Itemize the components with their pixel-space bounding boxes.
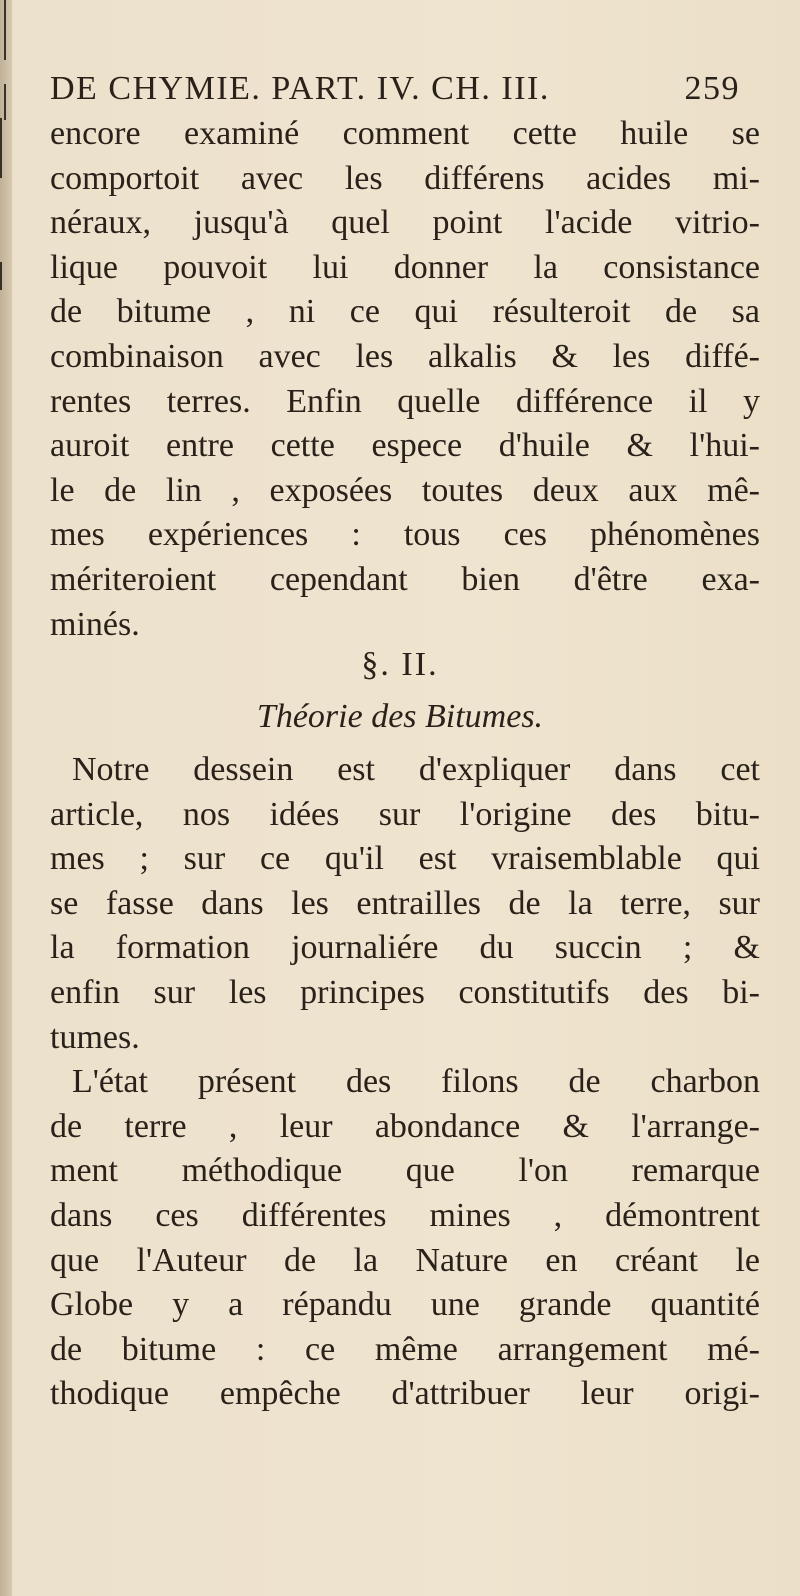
text-line: mes ; sur ce qu'il est vraisemblable qui bbox=[50, 840, 760, 878]
text-line: Notre dessein est d'expliquer dans cet bbox=[72, 751, 760, 788]
section-title: Théorie des Bitumes. bbox=[256, 698, 544, 735]
running-head bbox=[50, 70, 750, 116]
text-line: ment méthodique que l'on remarque bbox=[50, 1152, 760, 1190]
text-line: lique pouvoit lui donner la consistance bbox=[50, 248, 760, 286]
page-edge-mark bbox=[4, 0, 6, 60]
text-line: la formation journaliére du succin ; & bbox=[50, 929, 760, 967]
page-edge-mark bbox=[4, 84, 6, 120]
text-line: que l'Auteur de la Nature en créant le bbox=[50, 1241, 760, 1279]
text-line: de bitume : ce même arrangement mé- bbox=[50, 1330, 760, 1368]
text-line: L'état présent des filons de charbon bbox=[72, 1063, 760, 1101]
text-line: mes expériences : tous ces phénomènes bbox=[50, 516, 760, 554]
text-line: mériteroient cependant bien d'être exa- bbox=[50, 560, 760, 598]
text-line: minés. bbox=[50, 605, 140, 643]
section-body bbox=[50, 748, 760, 1417]
text-line: de bitume , ni ce qui résulteroit de sa bbox=[50, 293, 760, 331]
text-line: enfin sur les principes constitutifs des bi- bbox=[50, 973, 760, 1011]
page-number: 259 bbox=[684, 70, 740, 107]
text-line: thodique empêche d'attribuer leur origi- bbox=[50, 1375, 760, 1413]
text-line: combinaison avec les alkalis & les diffé- bbox=[50, 337, 760, 375]
page-edge-mark bbox=[0, 262, 2, 290]
text-line: auroit entre cette espece d'huile & l'hui- bbox=[50, 427, 760, 465]
text-line: néraux, jusqu'à quel point l'acide vitrio- bbox=[50, 204, 760, 242]
section-number: §. II. bbox=[361, 646, 439, 683]
text-line: dans ces différentes mines , démontrent bbox=[50, 1196, 760, 1234]
text-line: se fasse dans les entrailles de la terre, sur bbox=[50, 884, 760, 922]
text-line: le de lin , exposées toutes deux aux mê- bbox=[50, 471, 760, 509]
text-line: tumes. bbox=[50, 1018, 140, 1056]
paragraph-continued bbox=[50, 112, 760, 647]
text-line: article, nos idées sur l'origine des bitu- bbox=[50, 795, 760, 833]
text-line: comportoit avec les différens acides mi- bbox=[50, 159, 760, 197]
page-gutter bbox=[0, 0, 12, 1596]
text-line: de terre , leur abondance & l'arrange- bbox=[50, 1107, 760, 1145]
text-line: encore examiné comment cette huile se bbox=[50, 115, 760, 152]
page-edge-mark bbox=[0, 118, 2, 178]
running-head-title: DE CHYMIE. PART. IV. CH. III. bbox=[50, 70, 550, 107]
text-line: Globe y a répandu une grande quantité bbox=[50, 1286, 760, 1324]
text-line: rentes terres. Enfin quelle différence il y bbox=[50, 382, 760, 420]
